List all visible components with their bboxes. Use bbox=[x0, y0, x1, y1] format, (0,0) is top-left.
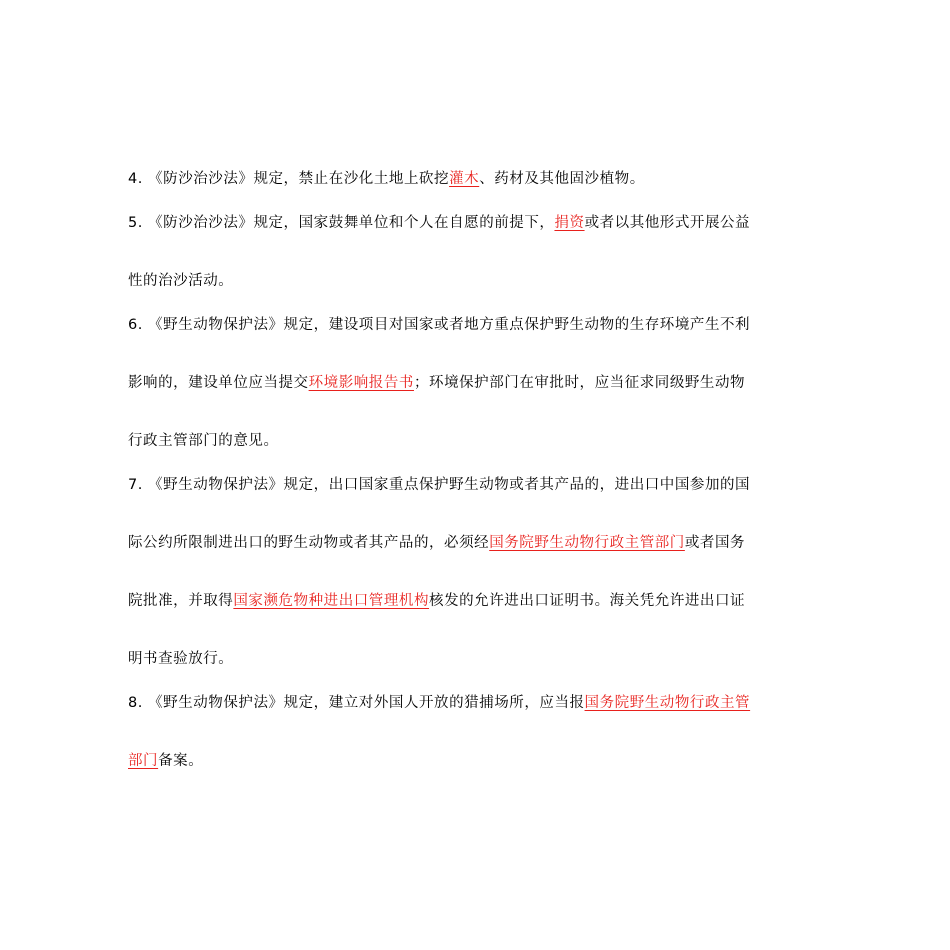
question-text: 或者国务 bbox=[684, 535, 746, 551]
text-line bbox=[128, 311, 828, 339]
answer-text: 国务院野生动物行政主管 bbox=[584, 695, 751, 711]
answer-text: 部门 bbox=[128, 753, 159, 769]
question-text: 5. 《防沙治沙法》规定，国家鼓舞单位和个人在自愿的前提下， bbox=[128, 215, 555, 231]
question-text: 4. 《防沙治沙法》规定，禁止在沙化土地上砍挖 bbox=[128, 171, 450, 187]
document-page bbox=[128, 165, 828, 775]
question-text: 备案。 bbox=[158, 753, 204, 769]
question-text: 、药材及其他固沙植物。 bbox=[479, 171, 645, 187]
question-text: 性的治沙活动。 bbox=[128, 273, 234, 289]
question-item bbox=[128, 311, 828, 455]
text-line bbox=[128, 427, 828, 455]
question-item bbox=[128, 165, 828, 193]
question-text: 或者以其他形式开展公益 bbox=[584, 215, 751, 231]
question-text: 8. 《野生动物保护法》规定，建立对外国人开放的猎捕场所，应当报 bbox=[128, 695, 585, 711]
answer-text: 灌木 bbox=[449, 171, 480, 187]
question-list bbox=[128, 165, 828, 775]
question-item bbox=[128, 209, 828, 295]
text-line bbox=[128, 747, 828, 775]
text-line bbox=[128, 165, 828, 193]
text-line bbox=[128, 267, 828, 295]
question-text: 际公约所限制进出口的野生动物或者其产品的，必须经 bbox=[128, 535, 490, 551]
question-text: 行政主管部门的意见。 bbox=[128, 433, 279, 449]
text-line bbox=[128, 369, 828, 397]
question-item bbox=[128, 471, 828, 673]
text-line bbox=[128, 529, 828, 557]
answer-text: 国务院野生动物行政主管部门 bbox=[489, 535, 685, 551]
text-line bbox=[128, 587, 828, 615]
text-line bbox=[128, 645, 828, 673]
text-line bbox=[128, 471, 828, 499]
answer-text: 环境影响报告书 bbox=[308, 375, 414, 391]
answer-text: 国家濒危物种进出口管理机构 bbox=[233, 593, 430, 609]
question-text: 核发的允许进出口证明书。海关凭允许进出口证 bbox=[429, 593, 746, 609]
text-line bbox=[128, 209, 828, 237]
question-text: 影响的，建设单位应当提交 bbox=[128, 375, 309, 391]
question-item bbox=[128, 689, 828, 775]
answer-text: 捐资 bbox=[554, 215, 585, 231]
question-text: ；环境保护部门在审批时，应当征求同级野生动物 bbox=[413, 375, 746, 391]
question-text: 6. 《野生动物保护法》规定，建设项目对国家或者地方重点保护野生动物的生存环境产生不利 bbox=[128, 317, 751, 333]
question-text: 7. 《野生动物保护法》规定，出口国家重点保护野生动物或者其产品的，进出口中国参加的国 bbox=[128, 477, 751, 493]
question-text: 明书查验放行。 bbox=[128, 651, 234, 667]
question-text: 院批准，并取得 bbox=[128, 593, 234, 609]
text-line bbox=[128, 689, 828, 717]
